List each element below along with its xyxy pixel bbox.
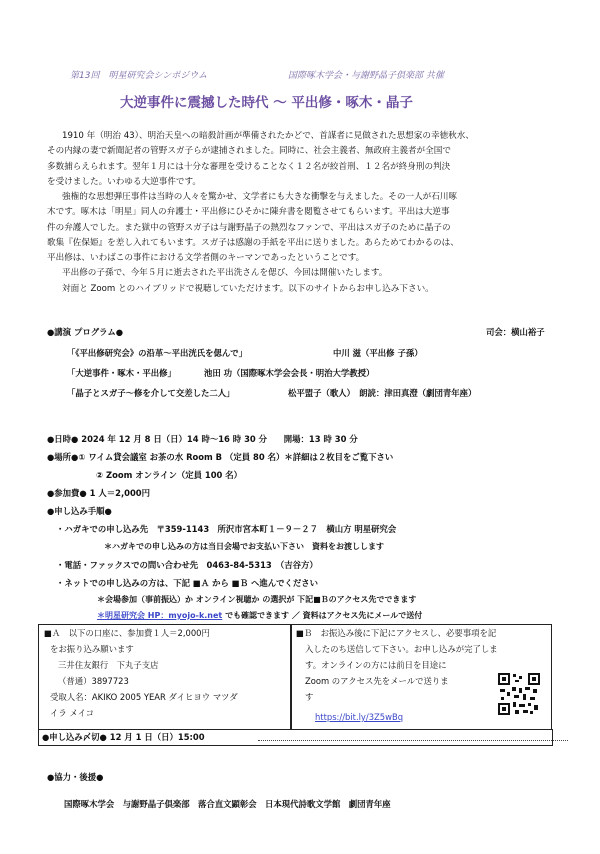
intro-line-8: 歌集『佐保姫』を差し入れてもいます。スガ子は感謝の手紙を平出に送りました。あらためてわかるのは、 xyxy=(47,238,459,248)
apply-phone: ・電話・ファックスでの問い合わせ先 0463-84-5313 （吉谷方） xyxy=(56,560,318,570)
apply-net-note-2: ＊明星研究会 HP：myojo-k.net でも確認できます ／ 資料はアクセス先にメールで送付 xyxy=(97,611,423,620)
apply-post: ・ハガキでの申し込み先 〒359-1143 所沢市宮本町１－９－２７ 横山方 明星研究会 xyxy=(56,524,397,534)
moderator: 司会：横山裕子 xyxy=(486,327,545,337)
apply-net-note-1: ＊会場参加（事前振込）か オンライン視聴か の選択が 下記■Ｂのアクセス先でできます xyxy=(97,595,417,604)
intro-line-5: 強権的な思想弾圧事件は当時の人々を驚かせ、文学者にも大きな衝撃を与えました。その一人が石川啄 xyxy=(62,192,458,202)
box-a-recipient: 受取人名：AKIKO 2005 YEAR ダイヒヨウ マツダ xyxy=(50,692,238,702)
intro-line-3: 多数捕らえられます。翌年１月には十分な審理を受けることなく１２名が絞首刑、１２名が終身刑の判決 xyxy=(47,162,451,172)
talk-1-speaker: 中川 滋（平出修 子孫） xyxy=(333,348,423,358)
intro-line-1: 1910 年（明治 43）、明治天皇への暗殺計画が準備されたかどで、首謀者に見做された思想家の幸徳秋水、 xyxy=(62,131,474,141)
intro-line-2: その内縁の妻で新聞記者の管野スガ子らが逮捕されました。同時に、社会主義者、無政府主義者が全国で xyxy=(47,146,451,156)
website-link[interactable]: ＊明星研究会 HP：myojo-k.net xyxy=(97,611,223,620)
event-place-2: ② Zoom オンライン（定員 100 名） xyxy=(96,470,243,480)
box-a-line-2: をお振り込み願います xyxy=(50,644,134,654)
talk-3-title: 「晶子とスガ子～修を介して交差した二人」 xyxy=(67,388,235,398)
intro-line-9: 平出修は、いわばこの事件における文学者側のキーマンであったということです。 xyxy=(47,253,365,263)
event-place-1: ●場所●① ワイム貸会議室 お茶の水 Room B （定員 80 名）＊詳細は２枚目をご覧下さい xyxy=(47,452,394,462)
event-fee: ●参加費● 1 人＝2,000円 xyxy=(47,488,151,498)
box-a-bank: 三井住友銀行 下丸子支店 xyxy=(58,660,159,670)
talk-3-speaker: 松平盟子（歌人） 朗読：津田真澄（劇団青年座） xyxy=(288,388,477,398)
talk-2-title: 「大逆事件・啄木・平出修」 xyxy=(67,368,176,378)
box-a-recipient-cont: イラ メイコ xyxy=(50,708,95,718)
apply-heading: ●申し込み手順● xyxy=(47,506,112,516)
intro-line-7: 件の弁護人でした。また獄中の管野スガ子は与謝野晶子の熱烈なファンで、平出はスガ子のために晶子の xyxy=(47,223,451,233)
supporters-list: 国際啄木学会 与謝野晶子倶楽部 落合直文顕彰会 日本現代詩歌文学館 劇団青年座 xyxy=(64,799,391,809)
box-a-line-1: ■Ａ 以下の口座に、参加費１人＝2,000円 xyxy=(44,628,210,638)
qr-code-icon[interactable] xyxy=(497,672,541,716)
document-title: 大逆事件に震撼した時代 ～ 平出修・啄木・晶子 xyxy=(120,95,413,111)
talk-2-speaker: 池田 功（国際啄木学会会長・明治大学教授） xyxy=(204,368,375,378)
event-label: 第13回 明星研究会シンポジウム xyxy=(70,71,208,81)
box-a-account: （普通）3897723 xyxy=(58,676,129,686)
intro-line-10: 平出修の子孫で、今年５月に逝去された平出洗さんを偲び、今回は開催いたします。 xyxy=(62,268,388,278)
intro-line-6: 木です。啄木は「明星」同人の弁護士・平出修にひそかに陳弁書を閲覧させてもらいます。平出は大逆事 xyxy=(47,207,450,217)
deadline: ●申し込み〆切● 12 月 1 日（日）15:00 xyxy=(42,732,205,742)
event-date: ●日時● 2024 年 12 月 8 日（日）14 時～16 時 30 分 開場：13 時 30 分 xyxy=(47,434,358,444)
talk-1-title: 「《平出修研究会》の沿革～平出洸氏を偲んで」 xyxy=(67,348,248,358)
apply-post-note: ＊ハガキでの申し込みの方は当日会場でお支払い下さい 資料をお渡しします xyxy=(104,542,384,551)
box-b-line-1: ■Ｂ お振込み後に下記にアクセスし、必要事項を記 xyxy=(296,628,497,638)
program-heading: ●講演 プログラム● xyxy=(47,327,124,337)
sponsor-label: 国際啄木学会・与謝野晶子倶楽部 共催 xyxy=(288,71,444,81)
signup-link[interactable]: https://bit.ly/3Z5wBq xyxy=(315,712,404,722)
intro-line-11: 対面と Zoom とのハイブリッドで視聴していただけます。以下のサイトからお申し込み下さい。 xyxy=(62,284,434,294)
box-b-line-4: Zoom のアクセス先をメールで送りま xyxy=(305,676,449,686)
intro-line-4: を受けました。いわゆる大逆事件です。 xyxy=(47,177,202,187)
deadline-divider xyxy=(258,740,568,741)
box-b-line-5: す xyxy=(305,692,314,702)
box-b-line-2: 入したのち送信して下さい。お申し込みが完了しま xyxy=(305,644,498,654)
apply-net: ・ネットでの申し込みの方は、下記 ■Ａ から ■Ｂ へ進んでください xyxy=(56,578,318,588)
support-heading: ●協力・後援● xyxy=(47,772,104,782)
box-b-line-3: す。オンラインの方には前日を目途に xyxy=(305,660,447,670)
